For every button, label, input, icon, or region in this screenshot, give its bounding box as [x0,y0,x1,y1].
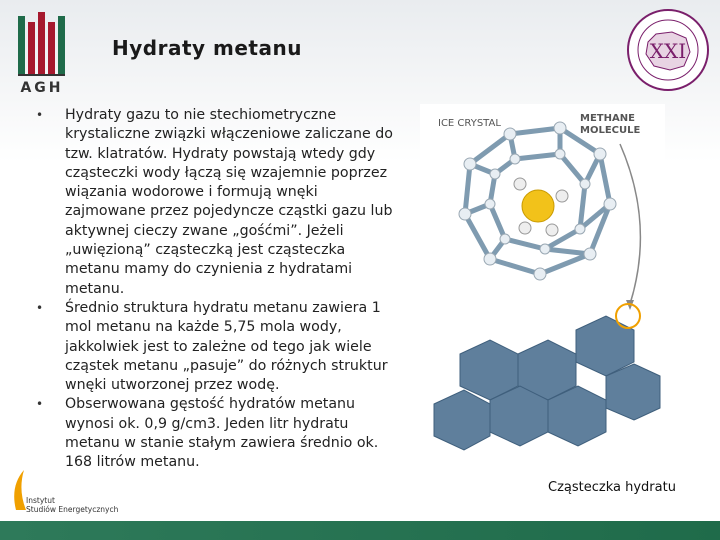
bullet-item [30,299,395,395]
bullet-text: Średnio struktura hydratu metanu zawiera 1 mol metanu na każde 5,75 mola wody, jakkolwiek jest to zależne od tego jak wiele cząstek metanu „pasuje” do różnych struktur wnęki utworzonej przez wodę. [65,299,388,394]
label-molecule: MOLECULE [580,125,641,136]
institute-line-1: Instytut [26,496,55,505]
hydrate-illustration [420,104,665,476]
slide-title: Hydraty metanu [112,36,302,60]
bullet-item [30,395,395,472]
footer-bar [0,521,720,540]
label-ice-crystal: ICE CRYSTAL [438,118,501,129]
bullet-dot-icon: • [36,397,44,412]
seal-numeral: XXI [649,39,687,63]
agh-logo [12,8,84,96]
conference-seal-icon [626,8,710,92]
bullet-text: Obserwowana gęstość hydratów metanu wynosi ok. 0,9 g/cm3. Jeden litr hydratu metanu w stanie stałym zawiera średnio ok. 168 litrów metanu. [65,396,379,471]
institute-name [26,496,118,514]
figure-caption: Cząsteczka hydratu [548,480,676,495]
label-methane: METHANE [580,113,635,124]
institute-line-2: Studiów Energetycznych [26,505,119,514]
bullet-item [30,106,395,299]
methane-carbon [522,190,554,222]
agh-logo-text: AGH [20,80,64,96]
bullet-dot-icon: • [36,108,44,122]
bullet-text: Hydraty gazu to nie stechiometryczne krystaliczne związki włączeniowe zaliczane do tzw. klatratów. Hydraty powstają wtedy gdy cząsteczki wody łączą się wzajemnie poprzez wiązania wodorowe i formują wnęki zajmowane przez pojedyncze cząstki gazu lub aktywnej cieczy zwane „gośćmi”. Jeżeli „uwięzioną” cząsteczką jest cząsteczka metanu mamy do czynienia z hydratami metanu. [65,107,393,297]
bullet-list [30,106,395,473]
bullet-dot-icon: • [36,300,44,315]
